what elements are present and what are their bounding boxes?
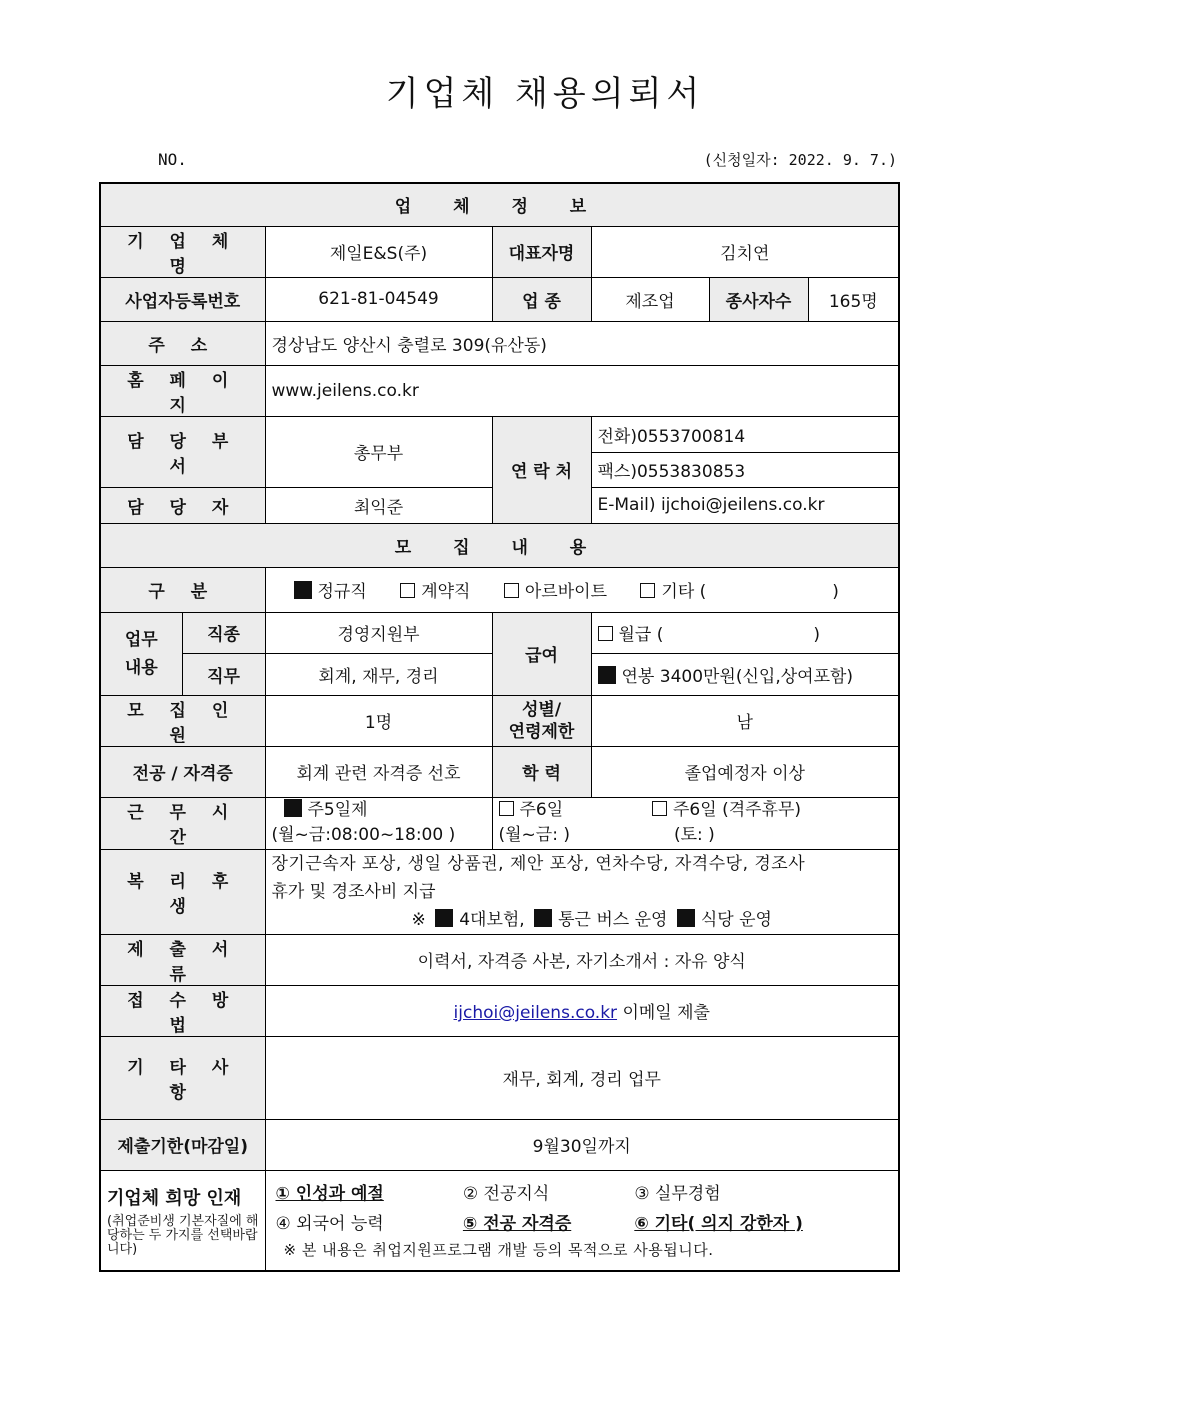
welfare: 장기근속자 포상, 생일 상품권, 제안 포상, 연차수당, 자격수당, 경조사 휴가 및 경조사비 지급 ※ 4대보험, 통근 버스 운영 식당 운영 bbox=[265, 849, 899, 934]
business-number-label: 사업자등록번호 bbox=[100, 277, 265, 321]
checked-box-icon bbox=[284, 799, 302, 817]
recruit-section-header: 모 집 내 용 bbox=[100, 523, 899, 567]
preferred-talent-instructions: (취업준비생 기본자질에 해당하는 두 가지를 선택바랍니다) bbox=[107, 1213, 259, 1257]
checked-box-icon bbox=[294, 581, 312, 599]
email: E-Mail) ijchoi@jeilens.co.kr bbox=[591, 487, 899, 523]
address-label: 주 소 bbox=[100, 321, 265, 365]
documents-label: 제 출 서 류 bbox=[100, 934, 265, 985]
education-label: 학 력 bbox=[492, 746, 591, 797]
option-part-time: 아르바이트 bbox=[504, 582, 607, 602]
checked-box-icon bbox=[598, 666, 616, 684]
manager-label: 담 당 자 bbox=[100, 487, 265, 523]
homepage: www.jeilens.co.kr bbox=[265, 365, 899, 416]
job-duty: 회계, 재무, 경리 bbox=[265, 653, 492, 695]
checkbox-icon bbox=[640, 583, 655, 598]
job-duty-label: 직무 bbox=[182, 653, 265, 695]
submission-email-link[interactable]: ijchoi@jeilens.co.kr bbox=[453, 1003, 618, 1023]
company-section-header: 업 체 정 보 bbox=[100, 183, 899, 226]
document-title: 기업체 채용의뢰서 bbox=[385, 74, 705, 114]
welfare-checklist: ※ 4대보험, 통근 버스 운영 식당 운영 bbox=[411, 909, 772, 930]
preferred-talent-note: ※ 본 내용은 취업지원프로그램 개발 등의 목적으로 사용됩니다. bbox=[283, 1241, 714, 1260]
preferred-talent-label: 기업체 희망 인재 bbox=[107, 1187, 242, 1209]
checked-box-icon bbox=[534, 909, 552, 927]
fax: 팩스)0553830853 bbox=[591, 452, 899, 487]
employment-type-label: 구 분 bbox=[100, 567, 265, 612]
industry-label: 업 종 bbox=[492, 277, 591, 321]
option-other: 기타 ( ) bbox=[640, 582, 839, 602]
department-label: 담 당 부 서 bbox=[100, 416, 265, 487]
document-number-label: NO. bbox=[158, 150, 187, 169]
company-name-label: 기 업 체 명 bbox=[100, 226, 265, 277]
job-kind: 경영지원부 bbox=[265, 612, 492, 653]
headcount: 1명 bbox=[265, 695, 492, 746]
preferred-talent-options bbox=[265, 1170, 899, 1271]
work-hours-label: 근 무 시 간 bbox=[100, 797, 265, 849]
job-kind-label: 직종 bbox=[182, 612, 265, 653]
hours-six-day: 주6일 주6일 (격주휴무) (월~금: ) (토: ) bbox=[492, 797, 899, 849]
education: 졸업예정자 이상 bbox=[591, 746, 899, 797]
other-notes: 재무, 회계, 경리 업무 bbox=[265, 1036, 899, 1119]
submission-method: ijchoi@jeilens.co.kr 이메일 제출 bbox=[265, 985, 899, 1036]
checkbox-icon bbox=[499, 801, 514, 816]
checked-box-icon bbox=[677, 909, 695, 927]
pref-option-2: ② 전공지식 bbox=[462, 1184, 550, 1205]
homepage-label: 홈 페 이 지 bbox=[100, 365, 265, 416]
checkbox-icon bbox=[598, 626, 613, 641]
major: 회계 관련 자격증 선호 bbox=[265, 746, 492, 797]
option-full-time: 정규직 bbox=[294, 582, 367, 602]
salary-monthly: 월급 ( ) bbox=[591, 612, 899, 653]
hours-five-day: 주5일제 (월~금:08:00~18:00 ) bbox=[265, 797, 492, 849]
manager-name: 최익준 bbox=[265, 487, 492, 523]
salary-label: 급여 bbox=[492, 612, 591, 695]
recruitment-form-table bbox=[99, 182, 900, 1272]
submission-method-label: 접 수 방 법 bbox=[100, 985, 265, 1036]
pref-option-4: ④ 외국어 능력 bbox=[275, 1214, 384, 1235]
other-notes-label: 기 타 사 항 bbox=[100, 1036, 265, 1119]
ceo-label: 대표자명 bbox=[492, 226, 591, 277]
major-label: 전공 / 자격증 bbox=[100, 746, 265, 797]
headcount-label: 모 집 인 원 bbox=[100, 695, 265, 746]
gender-age-label: 성별/ 연령제한 bbox=[492, 695, 591, 746]
salary-annual: 연봉 3400만원(신입,상여포함) bbox=[591, 653, 899, 695]
pref-option-6: ⑥ 기타( 의지 강한자 ) bbox=[634, 1214, 803, 1235]
checkbox-icon bbox=[504, 583, 519, 598]
checked-box-icon bbox=[435, 909, 453, 927]
deadline-label: 제출기한(마감일) bbox=[100, 1119, 265, 1170]
pref-option-3: ③ 실무경험 bbox=[634, 1184, 721, 1205]
employees-label: 종사자수 bbox=[709, 277, 808, 321]
pref-option-5: ⑤ 전공 자격증 bbox=[462, 1214, 572, 1235]
work-content-label: 업무 내용 bbox=[100, 612, 182, 695]
business-number: 621-81-04549 bbox=[265, 277, 492, 321]
industry: 제조업 bbox=[591, 277, 709, 321]
checkbox-icon bbox=[652, 801, 667, 816]
preferred-talent-label-cell bbox=[100, 1170, 265, 1271]
company-name: 제일E&S(주) bbox=[265, 226, 492, 277]
checkbox-icon bbox=[400, 583, 415, 598]
pref-option-1: ① 인성과 예절 bbox=[275, 1184, 384, 1205]
gender-age: 남 bbox=[591, 695, 899, 746]
ceo-name: 김치연 bbox=[591, 226, 899, 277]
application-date: (신청일자: 2022. 9. 7.) bbox=[703, 151, 897, 169]
option-contract: 계약직 bbox=[400, 582, 470, 602]
phone: 전화)0553700814 bbox=[591, 416, 899, 452]
welfare-label: 복 리 후 생 bbox=[100, 849, 265, 934]
employment-type-options bbox=[265, 567, 899, 612]
contact-label: 연 락 처 bbox=[492, 416, 591, 523]
deadline: 9월30일까지 bbox=[265, 1119, 899, 1170]
department: 총무부 bbox=[265, 416, 492, 487]
documents: 이력서, 자격증 사본, 자기소개서 : 자유 양식 bbox=[265, 934, 899, 985]
employee-count: 165명 bbox=[808, 277, 899, 321]
address: 경상남도 양산시 충렬로 309(유산동) bbox=[265, 321, 899, 365]
